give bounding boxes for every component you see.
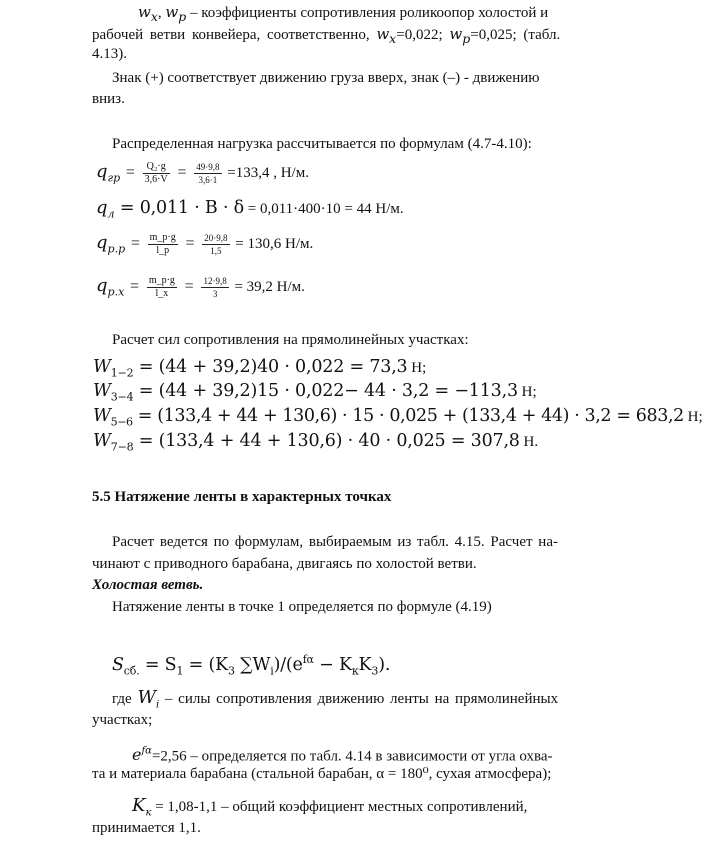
formula-q-gr: $q_{гр}$ = $\frac{\text{Q₂·g}}{3,6\cdot V}$ = $\frac{49\cdot 9,8}{3,6\cdot 1}$ =133,4 , Н/м. — [96, 161, 309, 186]
wp-symbol: $w_р$ — [165, 3, 187, 24]
subheading-idle-branch: Холостая ветвь. — [92, 577, 204, 593]
efa-line: $e^{f\alpha}=2,56$ – определяется по табл. 4.14 в зависимости от угла охва- — [132, 745, 553, 765]
wx-symbol: $w_х$ — [138, 3, 158, 24]
formula-w-3-4: $W_{3-4} = (44 + 39,2)15 \cdot 0,022- 44 \cdot 3,2 = -113,3$ Н; — [93, 381, 537, 404]
kk-line: $K_к = 1,08-1,1$ – общий коэффициент местных сопротивлений, — [132, 795, 528, 819]
resistance-intro: Расчет сил сопротивления на прямолинейных участках: — [112, 332, 469, 348]
where-wi-line: где $W_i$ – силы сопротивления движению ленты на прямолинейных — [112, 687, 559, 711]
section-heading: 5.5 Натяжение ленты в характерных точках — [92, 489, 392, 505]
coef-definition-line: $w_х$, $w_р$ – коэффициенты сопротивления роликоопор холостой и — [138, 3, 549, 24]
table-ref-line: 4.13). — [92, 46, 127, 62]
calc-paragraph-line-2: чинают с приводного барабана, двигаясь по холостой ветви. — [92, 556, 477, 572]
distributed-load-intro: Распределенная нагрузка рассчитывается по формулам (4.7-4.10): — [112, 136, 532, 152]
formula-w-7-8: $W_{7-8} = (133,4 + 44 + 130,6) \cdot 40 \cdot 0,025 = 307,8$ Н. — [93, 431, 539, 454]
formula-w-5-6: $W_{5-6} = (133,4 + 44 + 130,6) \cdot 15 \cdot 0,025 + (133,4 + 44) \cdot 3,2 = 683,2$ Н; — [93, 406, 703, 429]
formula-s-sb: $S_{сб.} = S_1 = (K_3$ $\sum W_i)/(e^{f\alpha} - K_кK_3)$. — [112, 653, 391, 678]
efa-line-2: та и материала барабана (стальной барабан, α = 180⁰, сухая атмосфера); — [92, 766, 552, 782]
coef-values-line: рабочей ветви конвейера, соответственно, $w_х=0,022$; $w_р=0,025$; (табл. — [92, 25, 561, 46]
sign-note-line: Знак (+) соответствует движению груза вверх, знак (–) - движению — [112, 70, 540, 86]
sign-note-line-2: вниз. — [92, 91, 125, 107]
where-wi-line-2: участках; — [92, 712, 153, 728]
formula-q-l: $q_л = 0,011 \cdot B \cdot \delta = 0,011\cdot 400\cdot 10 = 44$ Н/м. — [96, 197, 404, 221]
kk-line-2: принимается 1,1. — [92, 820, 201, 836]
formula-q-px: $q_{р.х}$ = $\frac{m\_р\cdot g}{l\_х}$ = $\frac{12\cdot 9,8}{3}$ = 39,2 Н/м. — [96, 275, 305, 300]
formula-w-1-2: $W_{1-2} = (44 + 39,2)40 \cdot 0,022 = 73,3$ Н; — [93, 357, 427, 380]
formula-q-pp: $q_{р.р}$ = $\frac{m\_р\cdot g}{l\_р}$ = $\frac{20\cdot 9,8}{1,5}$ = 130,6 Н/м. — [96, 232, 314, 257]
calc-paragraph-line-1: Расчет ведется по формулам, выбираемым из табл. 4.15. Расчет на- — [112, 534, 558, 550]
tension-point-1-line: Натяжение ленты в точке 1 определяется по формуле (4.19) — [112, 599, 492, 615]
